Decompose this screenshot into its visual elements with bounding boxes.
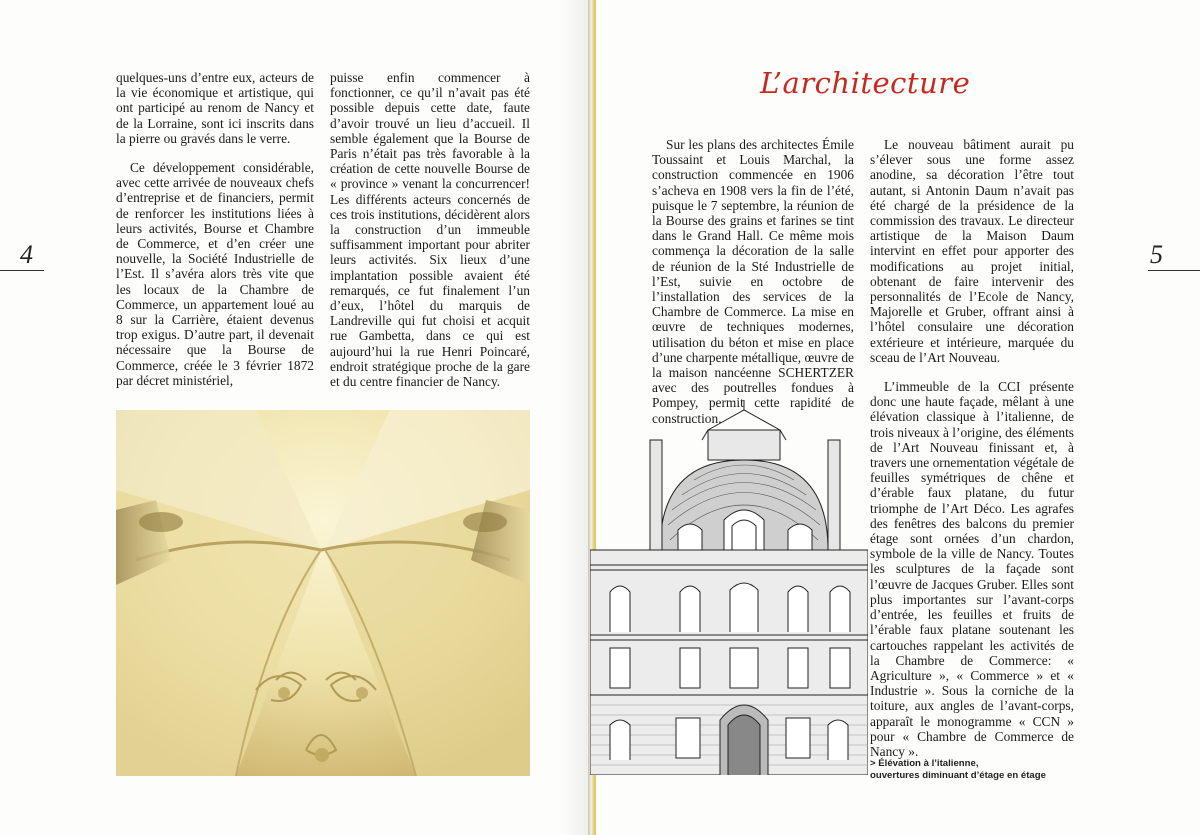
left-column-1	[116, 70, 314, 402]
paragraph: Ce développement considérable, avec cette arrivée de nouveaux chefs d’entreprise et de financiers, permit de renforcer les institutions liées à leurs activités, Bourse et Chambre de Commerce, et d’en créer une nouvelle, la Société Industrielle de l’Est. Il s’avéra alors très vite que les locaux de la Chambre de Commerce, un appartement loué au 8 sur la Carrière, étaient devenus trop exigus. D’autre part, il devenait nécessaire que la Bourse de Commerce, créée le 3 février 1872 par décret ministériel,	[116, 160, 314, 388]
paragraph: Le nouveau bâtiment aurait pu s’élever sous une forme assez anodine, sa décoration l’être tout autant, si Antonin Daum n’avait pas été chargé de la présidence de la commission des travaux. Le directeur artistique de la Maison Daum intervint en effet pour apporter des modifications au projet initial, obtenant de faire intervenir des personnalités de l’Ecole de Nancy, Majorelle et Gruber, offrant ainsi à l’hôtel consulaire une décoration extérieure et intérieure, marquée du sceau de l’Art Nouveau.	[870, 137, 1074, 365]
paragraph: puisse enfin commencer à fonctionner, ce qu’il n’avait pas été possible depuis cette date, faute d’avoir trouvé un lieu d’accueil. Il semble également que la Bourse de Paris n’était pas très favorable à la création de cette nouvelle Bourse de « province » venant la concurrencer! Les différents acteurs concernés de ces trois institutions, décidèrent alors la construction d’un immeuble suffisamment important pour abriter leurs activités. Six lieux d’une implantation possible avaient été remarqués, ce fut finalement l’un d’eux, l’hôtel du marquis de Landreville qui fut choisi et acquit rue Gambetta, dans ce qui est aujourd’hui la rue Henri Poincaré, endroit stratégique proche de la gare et du centre financier de Nancy.	[330, 70, 530, 390]
right-column-1	[652, 137, 854, 440]
building-elevation-drawing	[590, 400, 868, 775]
page-number-right: 5	[1150, 240, 1163, 269]
page-number-left: 4	[20, 240, 33, 269]
left-column-2	[330, 70, 530, 403]
figure-caption	[870, 758, 1046, 782]
section-title: L’architecture	[760, 66, 971, 100]
page-number-rule-left	[0, 270, 44, 271]
paragraph: L’immeuble de la CCI présente donc une haute façade, mêlant à une élévation classique à l’italienne, de trois niveaux à l’origine, des éléments de l’Art Nouveau finissant et, à travers une ornementation végétale de feuilles symétriques de chêne et d’érable faux platane, du futur triomphe de l’Art Déco. Les agrafes des fenêtres des balcons du premier étage sont ornées d’un chardon, symbole de la ville de Nancy. Toutes les sculptures de la façade sont l’œuvre de Jacques Gruber. Elles sont plus importantes sur l’avant-corps d’entrée, les feuilles et fruits de l’érable faux platane soutenant les cartouches rappelant les activités de la Chambre de Commerce: « Agriculture », « Commerce » et « Industrie ». Sous la corniche de la toiture, aux angles de l’avant-corps, apparaît le monogramme « CCN » pour « Chambre de Commerce de Nancy ».	[870, 379, 1074, 759]
ceiling-photo	[116, 410, 530, 776]
page-number-rule-right	[1148, 270, 1200, 271]
gutter-shadow	[560, 0, 588, 835]
paragraph: quelques-uns d’entre eux, acteurs de la vie économique et artistique, qui ont participé au renom de Nancy et de la Lorraine, sont ici inscrits dans la pierre ou gravés dans le verre.	[116, 70, 314, 146]
right-column-2	[870, 137, 1074, 773]
caption-line-1: > Élévation à l’italienne,	[870, 758, 979, 769]
paragraph: Sur les plans des architectes Émile Toussaint et Louis Marchal, la construction commencée en 1906 s’acheva en 1908 vers la fin de l’été, puisque le 7 septembre, la réunion de la Bourse des grains et farines se tint dans le Grand Hall. Ce même mois commença la décoration de la salle de réunion de la Sté Industrielle de l’Est, suivie en octobre de l’installation des services de la Chambre de Commerce. La mise en œuvre de techniques modernes, utilisation du béton et mise en place d’une charpente métallique, œuvre de la maison nancéenne SCHERTZER avec des poutrelles fondues à Pompey, permit cette rapidité de construction.	[652, 137, 854, 426]
caption-line-2: ouvertures diminuant d’étage en étage	[870, 770, 1046, 781]
